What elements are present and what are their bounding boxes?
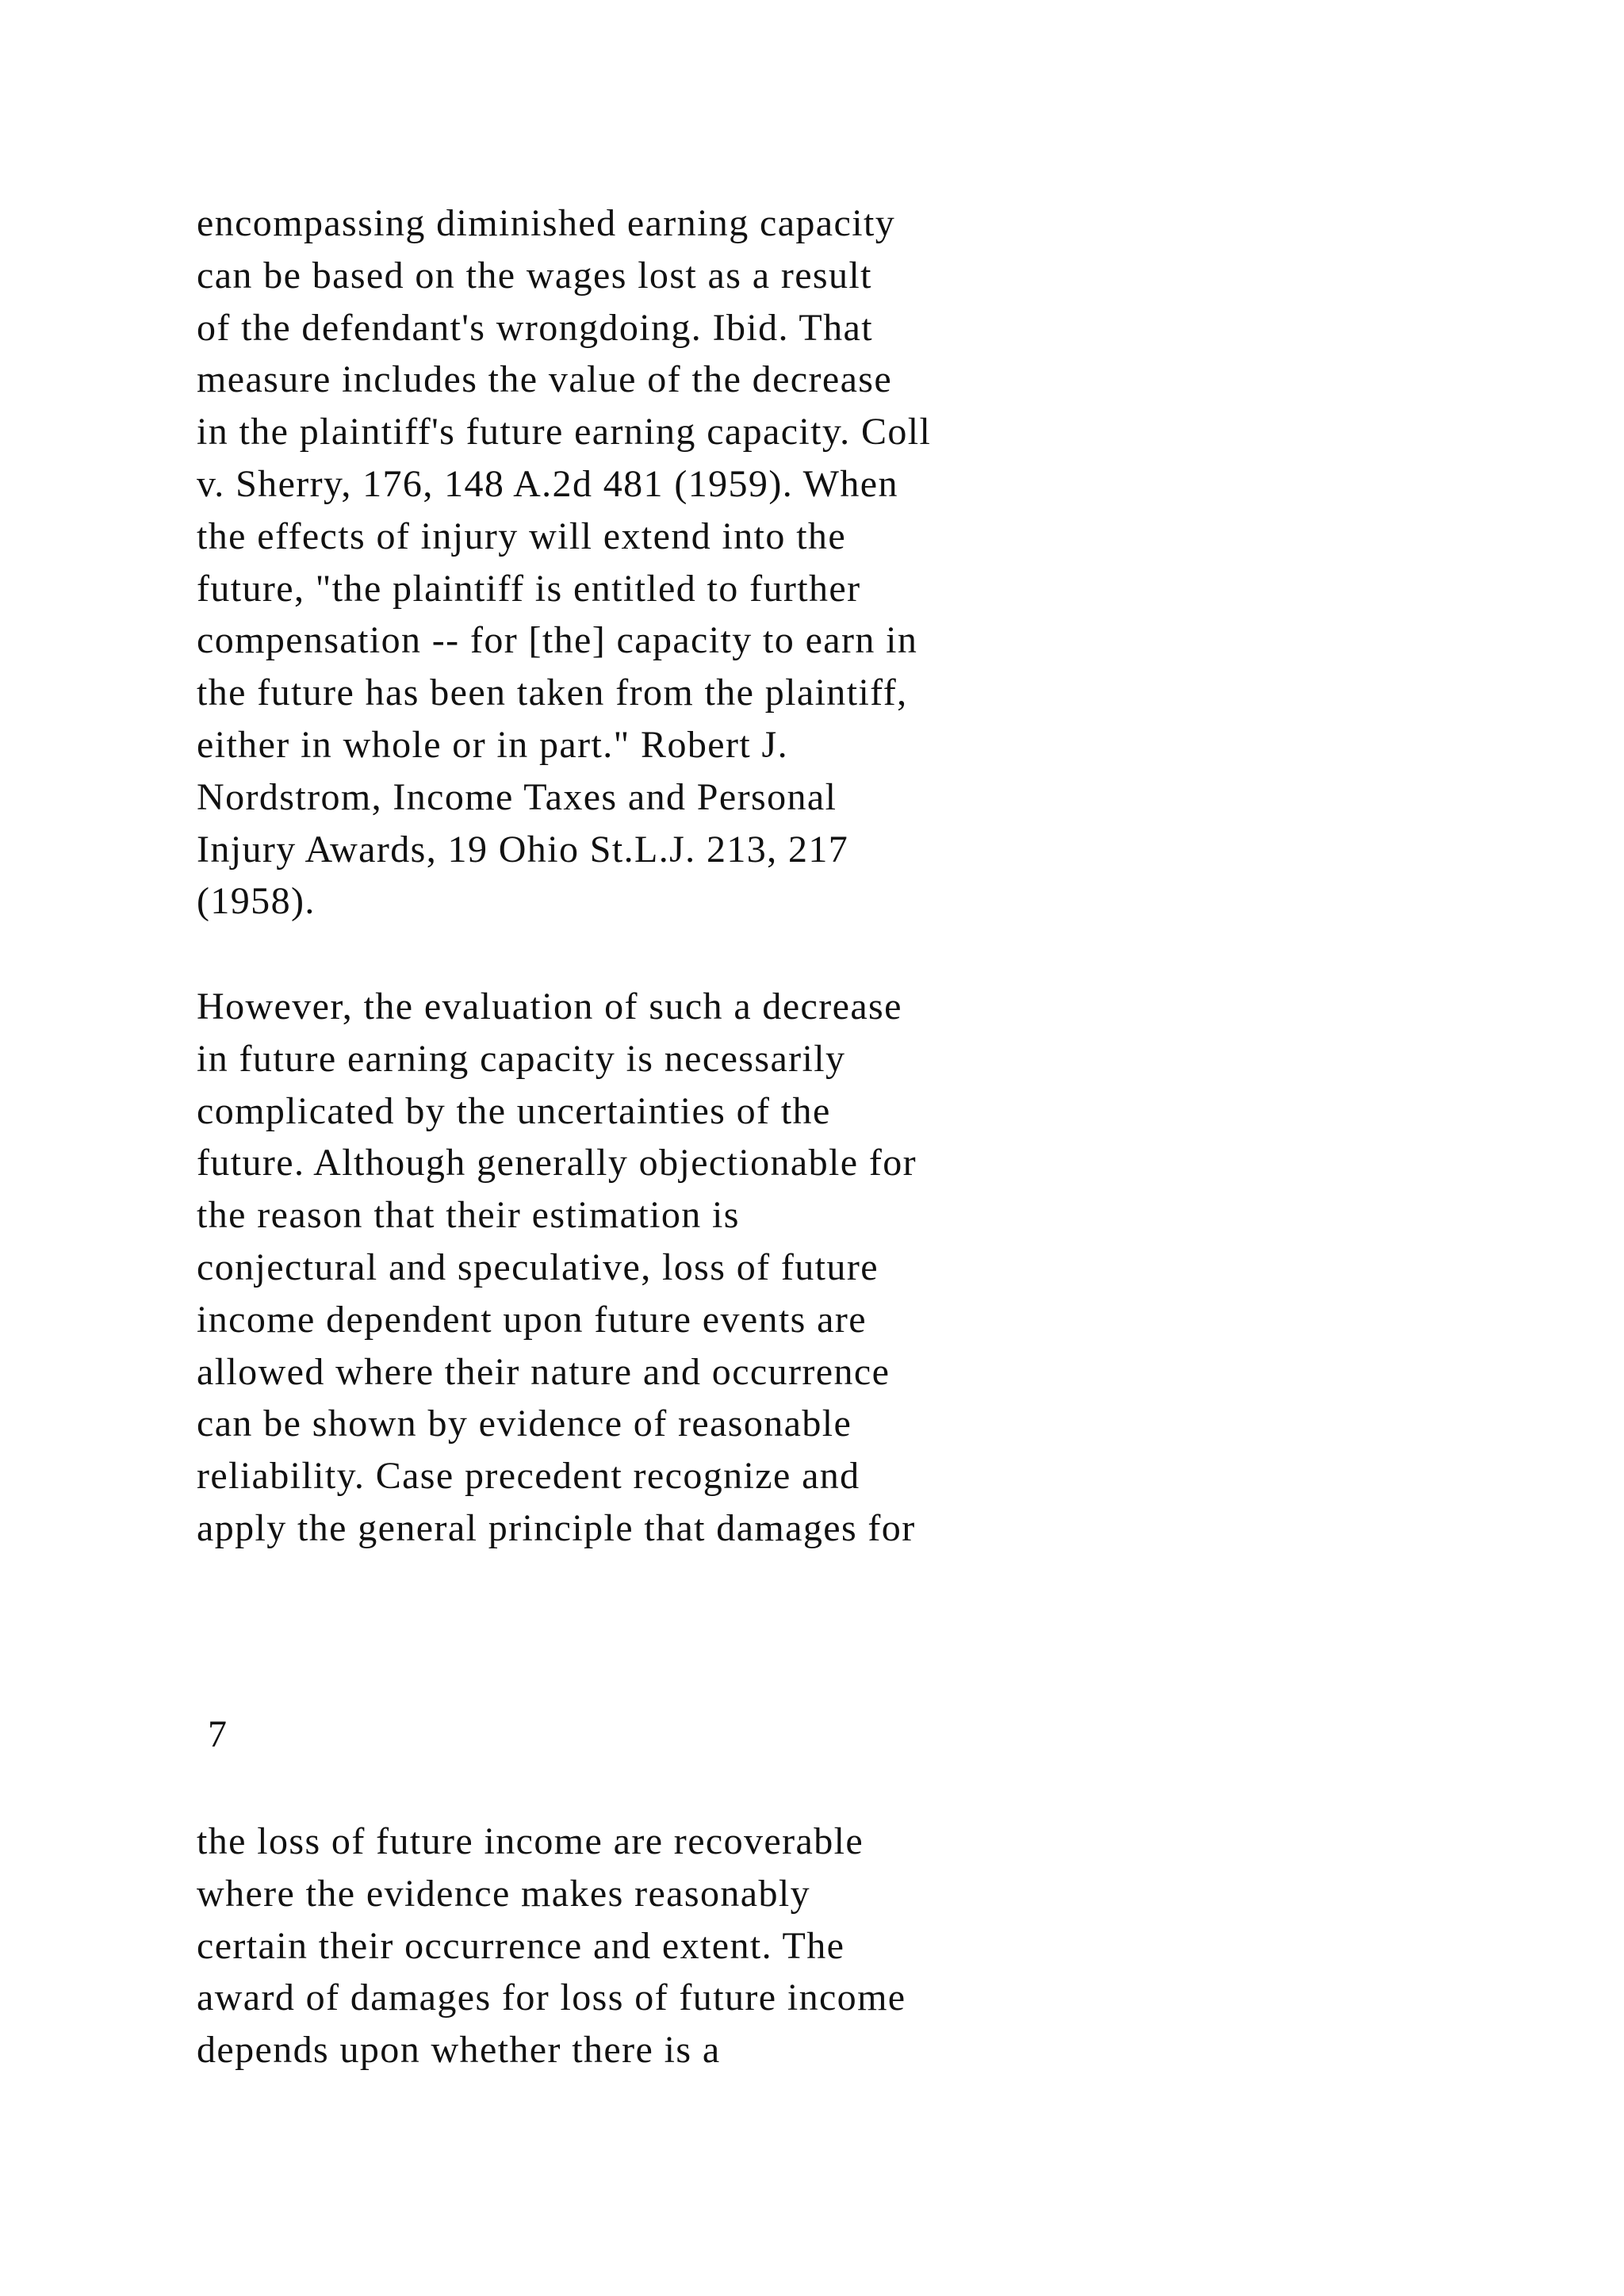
text-line: the effects of injury will extend into the <box>197 515 847 557</box>
text-line: conjectural and speculative, loss of future <box>197 1246 879 1288</box>
text-line: income dependent upon future events are <box>197 1298 867 1341</box>
text-line: Injury Awards, 19 Ohio St.L.J. 213, 217 <box>197 828 849 871</box>
text-line: the loss of future income are recoverable <box>197 1820 864 1862</box>
text-line: However, the evaluation of such a decrease <box>197 985 902 1027</box>
text-line: encompassing diminished earning capacity <box>197 202 896 244</box>
text-line: compensation -- for [the] capacity to earn in <box>197 619 918 662</box>
text-line: depends upon whether there is a <box>197 2029 721 2072</box>
text-line: measure includes the value of the decrease <box>197 358 893 401</box>
page-number: 7 <box>208 1713 227 1755</box>
paragraph-3 <box>197 1816 906 2076</box>
text-line: where the evidence makes reasonably <box>197 1872 810 1915</box>
text-line: complicated by the uncertainties of the <box>197 1089 831 1132</box>
text-line: future. Although generally objectionable for <box>197 1142 917 1184</box>
text-line: reliability. Case precedent recognize and <box>197 1455 860 1498</box>
text-line: can be based on the wages lost as a result <box>197 254 872 297</box>
text-line: in the plaintiff's future earning capacity. Coll <box>197 411 932 453</box>
text-line: certain their occurrence and extent. The <box>197 1924 845 1967</box>
text-line: either in whole or in part." Robert J. <box>197 723 788 766</box>
text-line: in future earning capacity is necessarily <box>197 1037 846 1080</box>
text-line: the future has been taken from the plaintiff, <box>197 672 908 714</box>
text-line: the reason that their estimation is <box>197 1194 740 1237</box>
paragraph-1 <box>197 197 931 928</box>
text-line: future, "the plaintiff is entitled to further <box>197 567 861 610</box>
text-line: Nordstrom, Income Taxes and Personal <box>197 775 837 818</box>
text-line: v. Sherry, 176, 148 A.2d 481 (1959). When <box>197 462 898 505</box>
text-line: of the defendant's wrongdoing. Ibid. That <box>197 306 873 349</box>
paragraph-2 <box>197 981 917 1555</box>
text-line: award of damages for loss of future income <box>197 1976 906 2019</box>
text-line: (1958). <box>197 880 316 923</box>
text-line: apply the general principle that damages for <box>197 1506 916 1549</box>
text-line: allowed where their nature and occurrence <box>197 1350 891 1393</box>
text-line: can be shown by evidence of reasonable <box>197 1402 852 1445</box>
